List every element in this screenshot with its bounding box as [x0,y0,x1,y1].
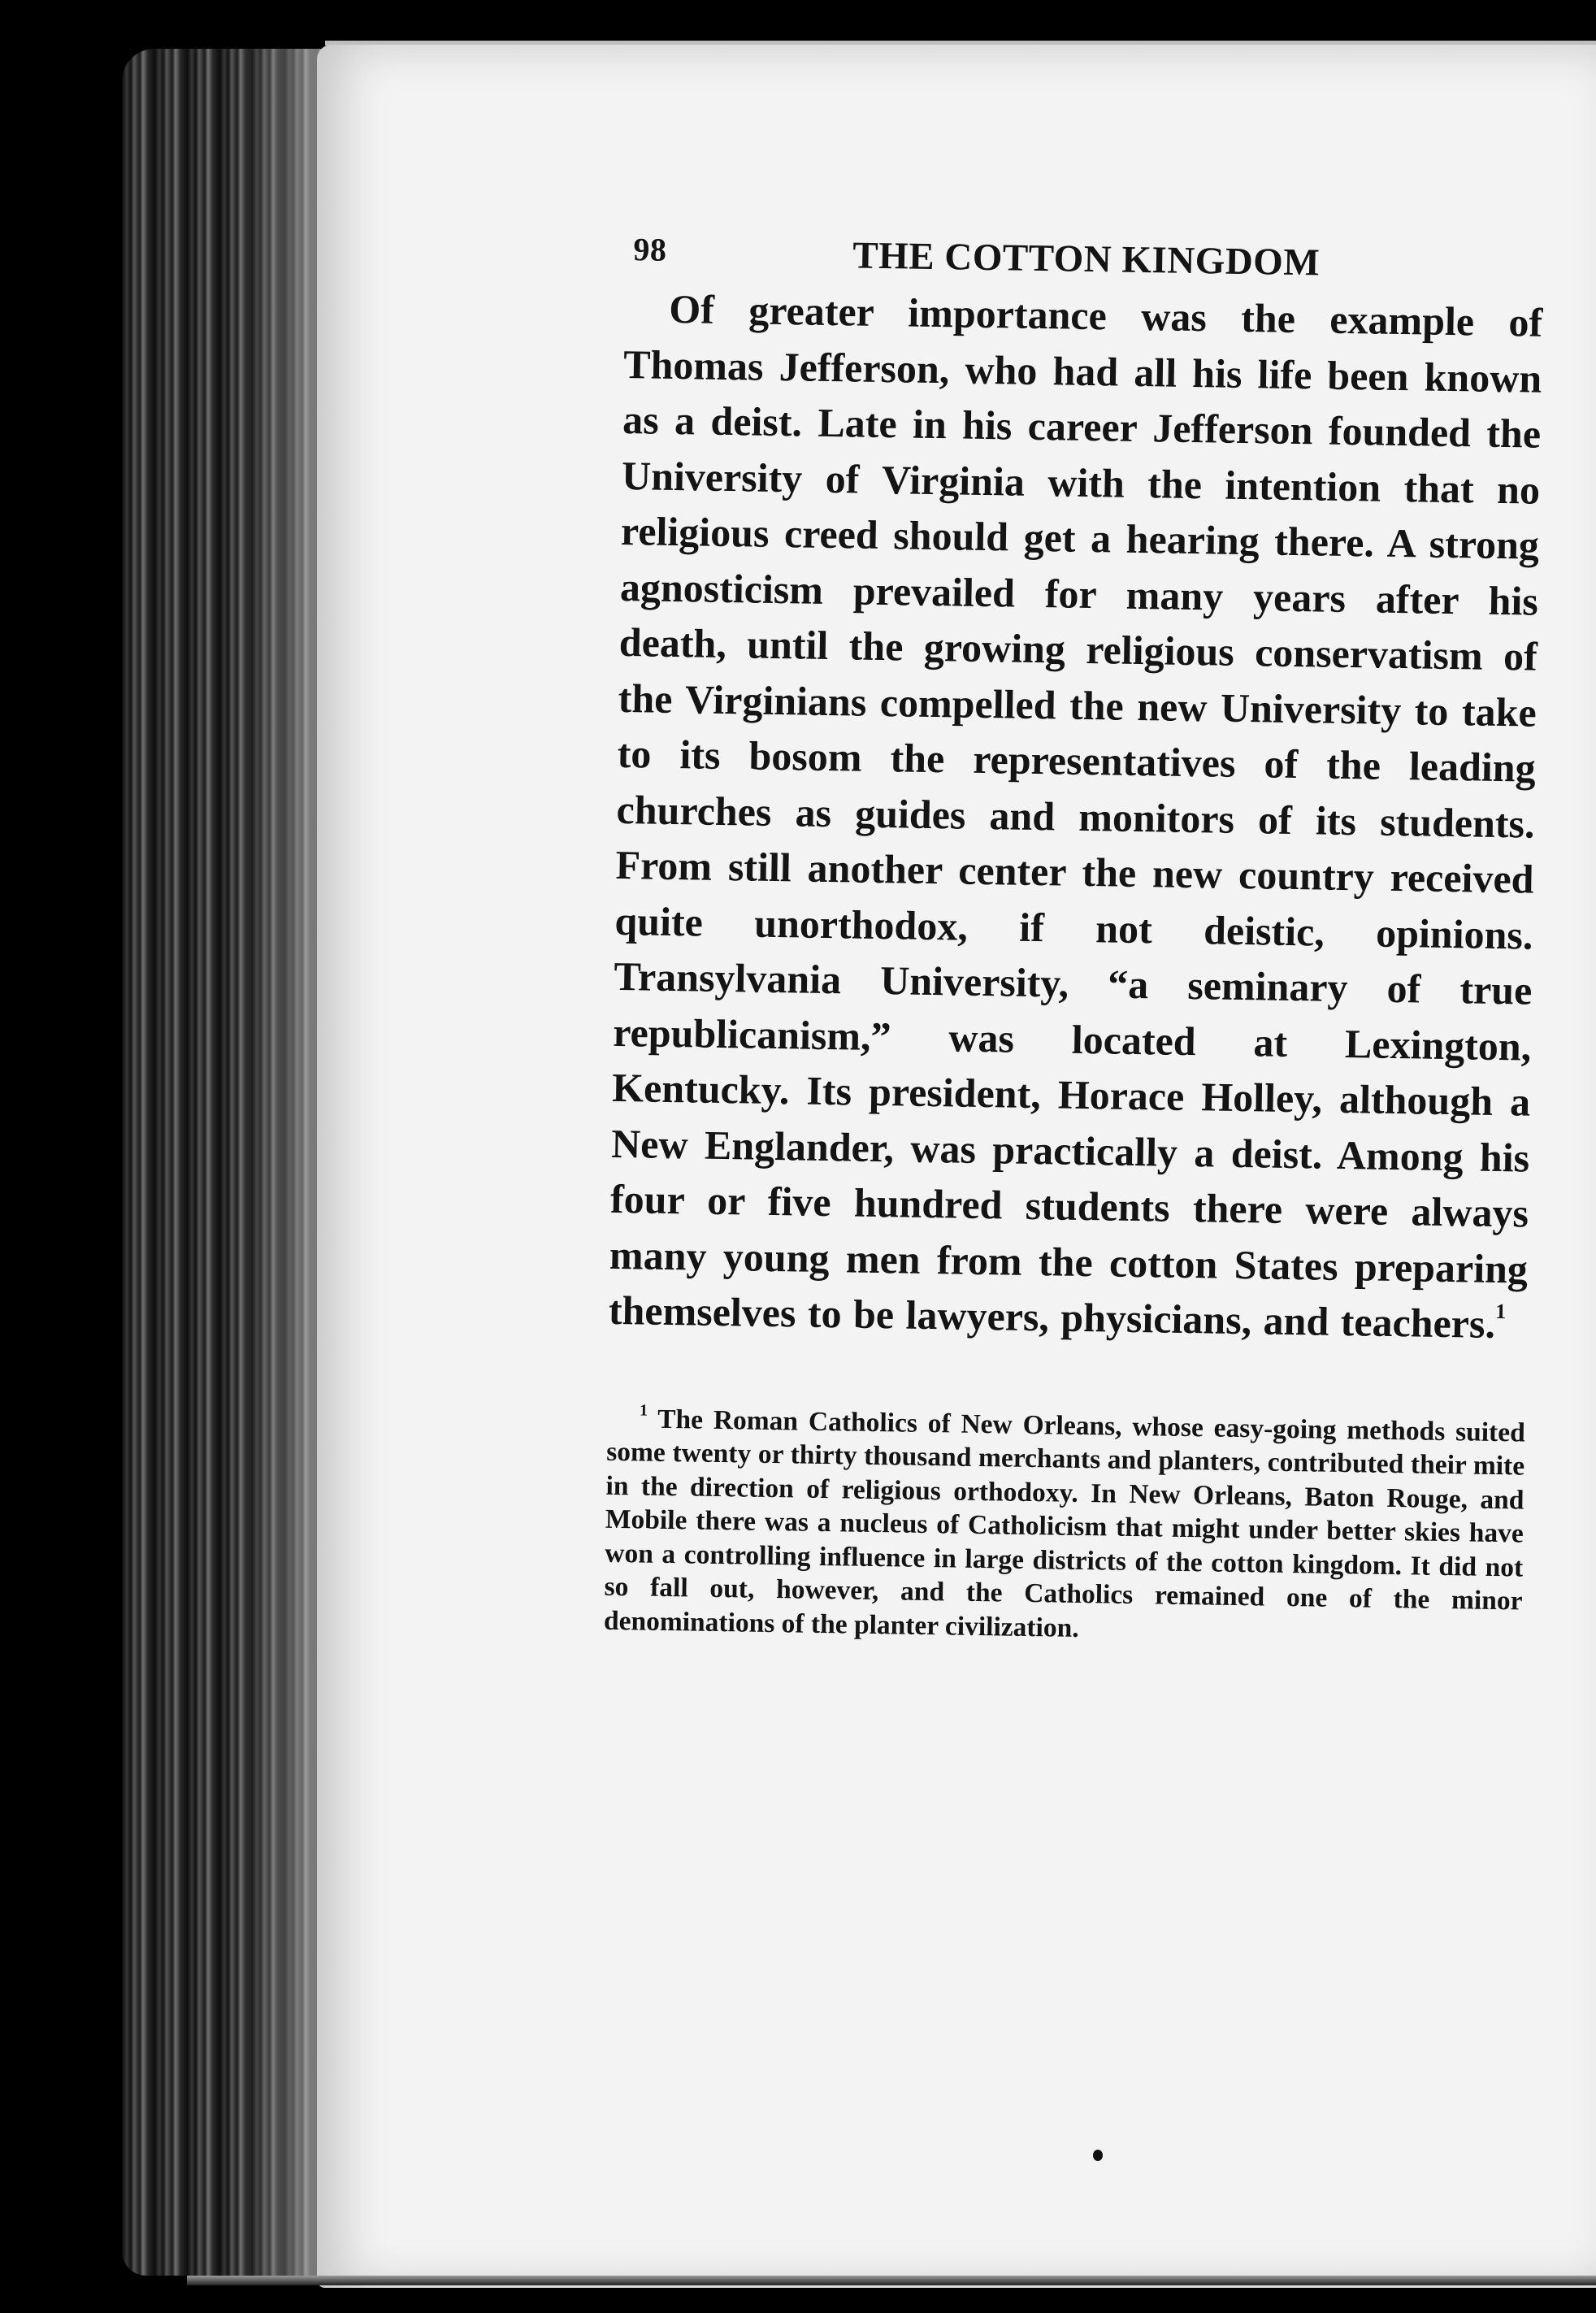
running-title: THE COTTON KINGDOM [852,234,1321,284]
page-number: 98 [633,231,667,268]
page-text-block [604,223,1544,1652]
body-paragraph [608,280,1542,1352]
page-bottom-edge [187,2276,1596,2285]
page-dot-mark [1093,2150,1103,2161]
footnote-text: The Roman Catholics of New Orleans, whose easy-going methods suited some twenty or thirty thousand merchants and planters, contributed their mite in the direction of religious orthodoxy. In New Orleans, Baton Rouge, and Mobile there was a nucleus of Catholicism that might under better skies have won a controlling influence in large districts of the cotton kingdom. It did not so fall out, however, and the Catholics remained one of the minor denominations of the planter civilization. [603,1404,1526,1643]
body-paragraph-text: Of greater importance was the example of Thomas Jefferson, who had all his life been known as a deist. Late in his career Jefferson founded the University of Virginia with the intention that no religious creed should get a hearing there. A strong agnosticism prevailed for many years after his death, until the growing religious conservatism of the Virginians compelled the new University to take to its bosom the representatives of the leading churches as guides and monitors of its students. From still another center the new country received quite unorthodox, if not deistic, opinions. Transylvania University, “a seminary of true republicanism,” was located at Lexington, Kentucky. Its president, Horace Holley, although a New Englander, was practically a deist. Among his four or five hundred students there were always many young men from the cotton States preparing themselves to be lawyers, physicians, and teachers. [608,285,1543,1347]
footnote [604,1401,1525,1651]
footnote-reference: 1 [1494,1299,1507,1324]
footnote-marker: 1 [639,1400,648,1420]
